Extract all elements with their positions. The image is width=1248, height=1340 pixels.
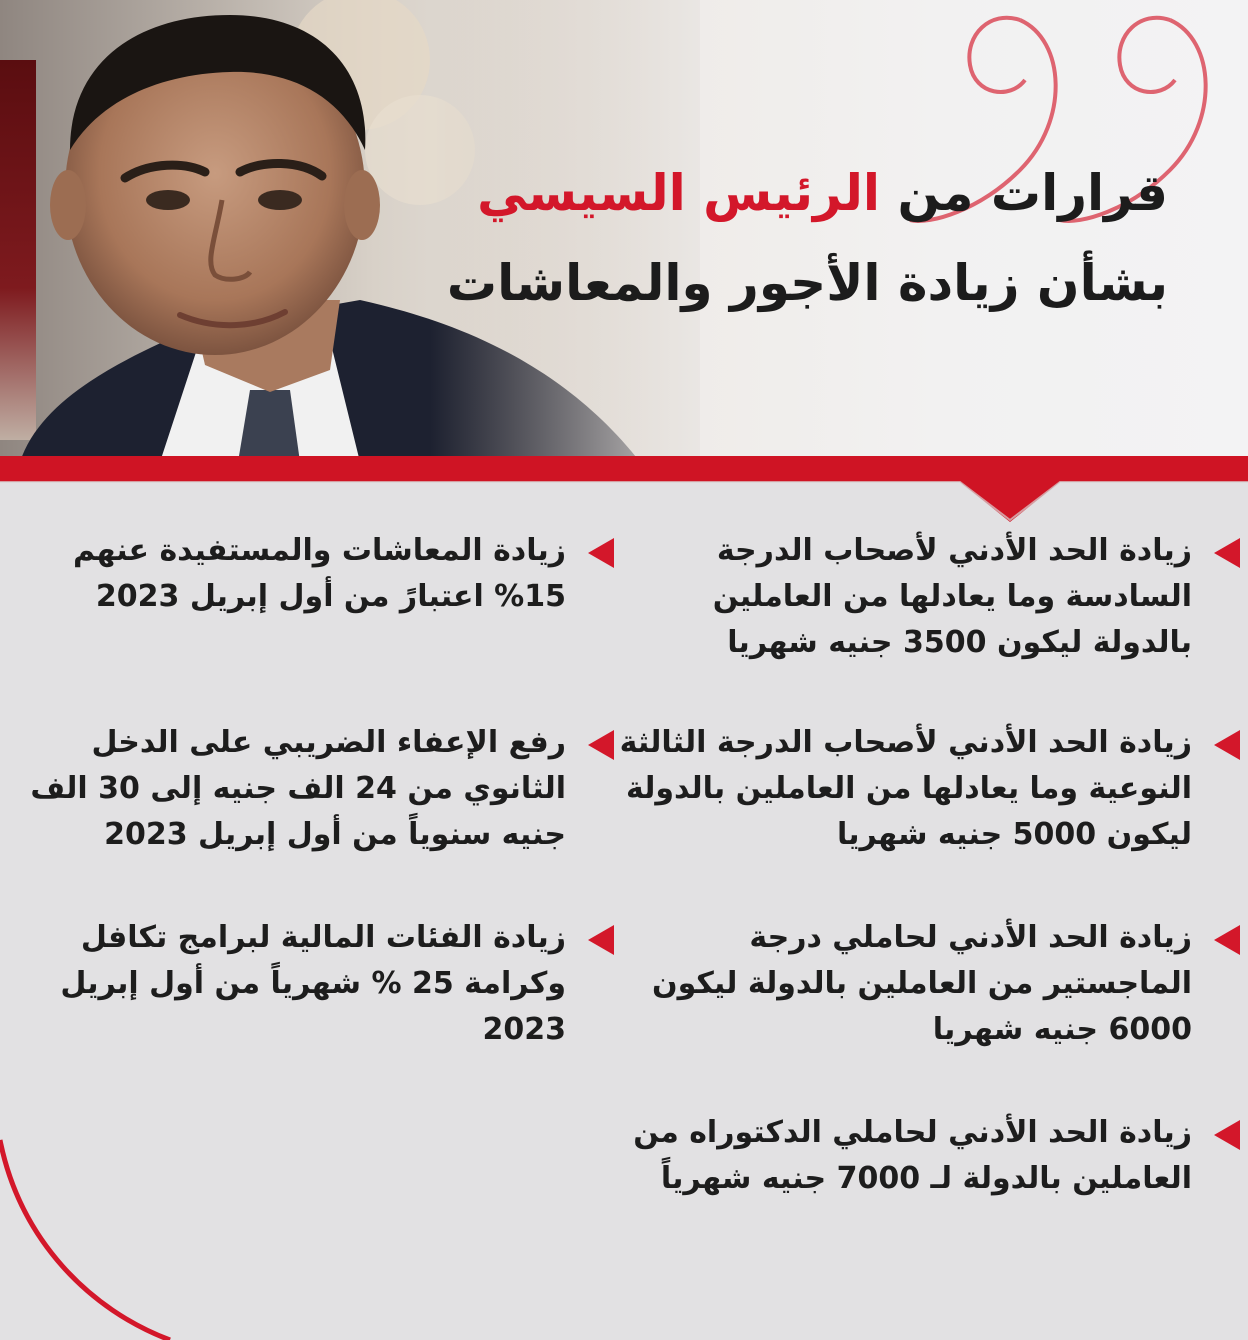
list-item [612,720,1192,858]
headline-prefix: قرارات من [880,164,1168,222]
bullet-triangle-icon [1214,925,1240,955]
list-item-text: زيادة المعاشات والمستفيدة عنهم 15% اعتبارً من أول إبريل 2023 [72,533,566,614]
list-item [6,528,566,620]
bullet-triangle-icon [1214,538,1240,568]
list-item [612,1110,1192,1202]
list-item [6,720,566,858]
list-item [6,915,566,1053]
list-item-text: زيادة الحد الأدني لحاملي درجة الماجستير من العاملين بالدولة ليكون 6000 جنيه شهريا [652,920,1192,1047]
bullet-triangle-icon [588,538,614,568]
bullet-triangle-icon [1214,730,1240,760]
headline-highlight: الرئيس السيسي [477,164,881,222]
headline-line-3: والمعاشات [446,254,713,312]
bullet-triangle-icon [588,925,614,955]
header-banner [0,0,1248,462]
list-item-text: زيادة الفئات المالية لبرامج تكافل وكرامة 25 % شهرياً من أول إبريل 2023 [60,920,566,1047]
list-item [612,915,1192,1053]
list-item-text: زيادة الحد الأدني لأصحاب الدرجة الثالثة النوعية وما يعادلها من العاملين بالدولة ليكون 5000 جنيه شهريا [619,725,1192,852]
headline [408,148,1168,328]
list-item-text: زيادة الحد الأدني لحاملي الدكتوراه من العاملين بالدولة لـ 7000 جنيه شهرياً [633,1115,1192,1196]
list-item [612,528,1192,666]
headline-line-1 [477,164,1168,222]
headline-line-2: بشأن زيادة الأجور [730,254,1168,312]
decorative-curve [0,1100,260,1340]
list-item-text: رفع الإعفاء الضريبي على الدخل الثانوي من 24 الف جنيه إلى 30 الف جنيه سنوياً من أول إبريل 2023 [30,725,566,852]
red-divider-notch [0,456,1248,536]
bullet-triangle-icon [1214,1120,1240,1150]
list-item-text: زيادة الحد الأدني لأصحاب الدرجة السادسة وما يعادلها من العاملين بالدولة ليكون 3500 جنيه شهريا [712,533,1192,660]
bullet-triangle-icon [588,730,614,760]
